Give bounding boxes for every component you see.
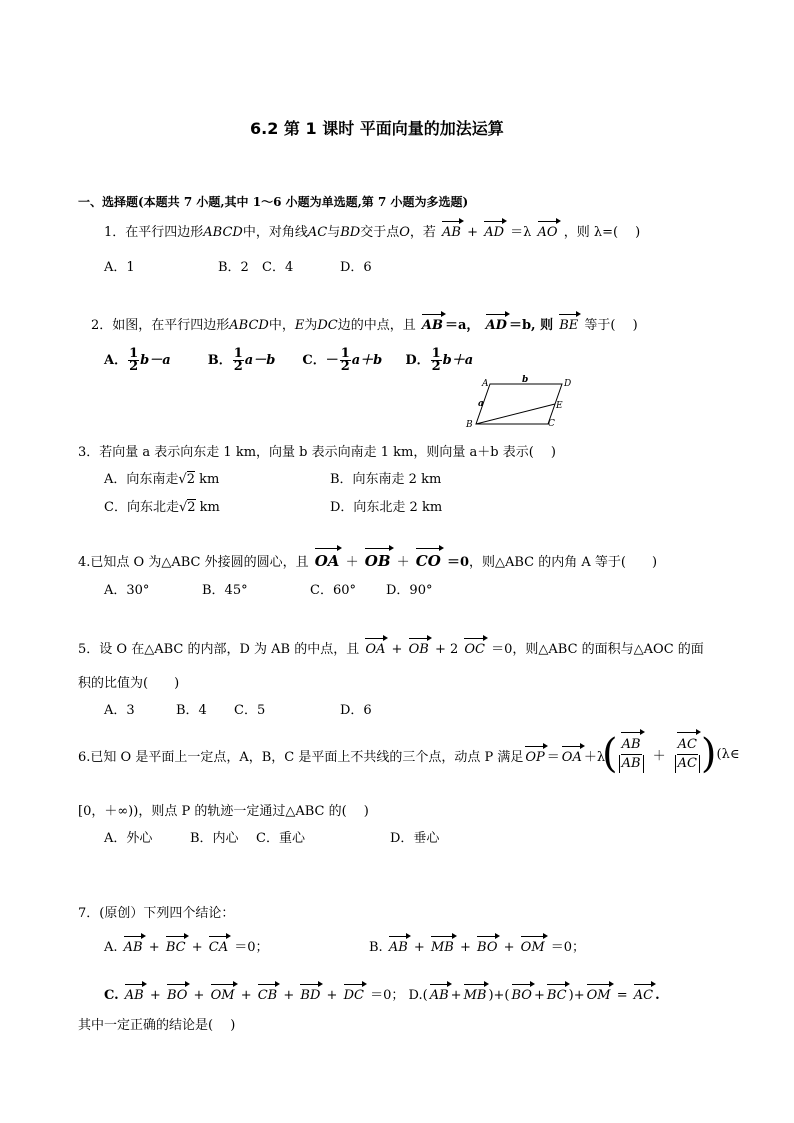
vector-bo: BO [477, 940, 498, 955]
q2-suffix: 等于( ) [584, 318, 638, 333]
plus-sign: + [493, 988, 505, 1003]
vector-bc: BC [165, 940, 186, 955]
question-4 [78, 551, 657, 570]
plus-sign: + [573, 988, 585, 1003]
vector-mb: MB [430, 940, 454, 955]
q1-text: ，若 [409, 225, 436, 240]
vector-ab: AB [421, 318, 443, 333]
sqrt-icon: √ [178, 472, 187, 487]
frac-den: 2 [431, 359, 441, 374]
question-6 [78, 746, 605, 765]
q4-option-c: C．60° [310, 583, 356, 598]
q7-a-label: A. [104, 940, 118, 955]
vector-ac: AC [677, 736, 698, 755]
question-7: 7．(原创）下列四个结论： [78, 906, 235, 921]
fig-label-b: B [466, 420, 473, 430]
q3-option-a [104, 468, 219, 487]
vector-be: BE [559, 318, 579, 333]
q2-options [104, 348, 473, 373]
q5-suffix: ＝0，则△ABC 的面积与△AOC 的面 [491, 642, 704, 657]
q2-eq-a: ＝a， [444, 318, 480, 333]
plus-sign: + [283, 988, 295, 1003]
open-paren: ( [504, 988, 510, 1003]
frac-den: 2 [340, 359, 350, 374]
q7-a-tail: ＝0； [234, 940, 269, 955]
q3-option-d: D．向东北走 2 km [330, 500, 443, 515]
q4-eq: ＝0 [446, 555, 469, 570]
q5-option-c: C．5 [234, 703, 266, 718]
fig-label-a: A [482, 379, 489, 389]
q6-line2: [0，＋∞))，则点 P 的轨迹一定通过△ABC 的( ) [78, 804, 369, 819]
q2-option-a-label: A． [104, 353, 128, 368]
vector-ob: OB [364, 552, 391, 570]
q5-option-b: B．4 [176, 703, 207, 718]
plus-sign: + [326, 988, 338, 1003]
plus-sign: + [450, 988, 462, 1003]
q2-text: 2．如图，在平行四边形 [91, 318, 230, 333]
q5-line2: 积的比值为( ) [78, 676, 180, 691]
vector-oa: OA [314, 552, 340, 570]
q1-option-b: B．2 [218, 260, 249, 275]
vector-ob: OB [408, 642, 429, 657]
frac-num: 1 [340, 346, 350, 361]
open-paren: ( [422, 988, 428, 1003]
page-title: 6.2 第 1 课时 平面向量的加法运算 [250, 119, 504, 138]
question-1 [104, 221, 640, 240]
q1-abcd: ABCD [203, 225, 243, 240]
fig-label-vec-b: b [522, 375, 529, 385]
vector-mb: MB [463, 988, 487, 1003]
vector-oc: OC [464, 642, 485, 657]
q1-suffix: ，则 λ=( ) [563, 225, 641, 240]
q4-text: 4.已知点 O 为△ABC 外接圆的圆心，且 [78, 555, 309, 570]
vector-dc: DC [343, 988, 364, 1003]
vector-ad: AD [484, 225, 504, 240]
plus-sign: + [148, 940, 160, 955]
equals-lambda: ＝λ [510, 225, 532, 240]
q2-option-c-label: C．－ [302, 353, 339, 368]
vector-om: OM [586, 988, 611, 1003]
sqrt-radicand: 2 [186, 472, 195, 487]
plus-sign: ＋ [396, 555, 410, 570]
question-2 [91, 314, 638, 333]
q3-option-a-unit: km [199, 472, 220, 487]
q6-option-d: D．垂心 [390, 831, 440, 846]
plus-sign: + [503, 940, 515, 955]
q7-option-c-d [104, 984, 660, 1003]
magnitude-ac: AC [675, 755, 700, 773]
frac-den: 2 [233, 359, 243, 374]
vector-ab: AB [124, 988, 144, 1003]
left-paren-icon: ( [602, 731, 618, 777]
q6-tail: (λ∈ [716, 746, 740, 762]
q6-option-c: C．重心 [256, 831, 305, 846]
plus-sign: + [391, 642, 403, 657]
unit-vector-ab [619, 736, 644, 773]
q3-option-b: B．向东南走 2 km [330, 472, 442, 487]
vector-ab: AB [442, 225, 461, 240]
unit-vector-ac [675, 736, 700, 773]
q2-abcd: ABCD [229, 318, 269, 333]
vector-ab: AB [621, 736, 642, 755]
question-3: 3．若向量 a 表示向东走 1 km，向量 b 表示向南走 1 km，则向量 a＋b 表示( ) [78, 445, 556, 460]
plus-sign: + [149, 988, 161, 1003]
plus-sign: + [191, 940, 203, 955]
vector-bo: BO [166, 988, 188, 1003]
vector-ac: AC [633, 988, 654, 1003]
frac-den: 2 [129, 359, 139, 374]
q2-eq-b: ＝b, 则 [508, 318, 554, 333]
q7-last-line: 其中一定正确的结论是( ) [78, 1018, 236, 1033]
vector-oa: OA [561, 750, 582, 765]
plus-sign: + [193, 988, 205, 1003]
q6-text: 6.已知 O 是平面上一定点，A，B，C 是平面上不共线的三个点，动点 P 满足 [78, 750, 524, 765]
q7-option-b [369, 936, 585, 955]
q3-option-c-text: C．向东北走 [104, 500, 179, 515]
plus-sign: + [467, 225, 479, 240]
q1-bd: BD [340, 225, 361, 240]
q7-b-label: B. [369, 940, 383, 955]
section-heading: 一、选择题(本题共 7 小题,其中 1～6 小题为单选题,第 7 小题为多选题) [78, 195, 469, 209]
vector-bo: BO [511, 988, 532, 1003]
plus-sign: ＋ [652, 748, 666, 764]
plus-sign: ＋ [345, 555, 359, 570]
frac-num: 1 [233, 346, 243, 361]
fraction-one-half [128, 348, 139, 373]
vector-ab: AB [388, 940, 408, 955]
q4-option-b: B．45° [202, 583, 248, 598]
q2-option-d-expr: b＋a [442, 353, 474, 368]
sqrt-icon: √ [178, 500, 188, 515]
q4-suffix: ，则△ABC 的内角 A 等于( ) [469, 555, 658, 570]
q2-option-a-expr: b－a [140, 353, 171, 368]
q2-option-d-label: D． [405, 353, 430, 368]
q1-option-c: C．4 [262, 260, 294, 275]
q5-option-a: A．3 [104, 703, 135, 718]
plus-two: + 2 [434, 642, 459, 657]
q5-text: 5．设 O 在△ABC 的内部，D 为 AB 的中点，且 [78, 642, 360, 657]
q6-option-a: A．外心 [104, 831, 153, 846]
fraction-one-half [233, 348, 244, 373]
q3-option-c [104, 496, 220, 515]
q2-option-b-label: B． [207, 353, 232, 368]
q7-c-tail: ＝0； [370, 988, 405, 1003]
vector-bc: BC [546, 988, 567, 1003]
vector-ad: AD [485, 318, 507, 333]
vector-bd: BD [300, 988, 321, 1003]
vector-op: OP [525, 750, 545, 765]
q1-option-a: A．1 [104, 260, 135, 275]
q2-text: 边的中点，且 [337, 318, 416, 333]
q2-dc: DC [317, 318, 338, 333]
close-paren: ) [488, 988, 494, 1003]
sqrt-radicand: 2 [187, 500, 196, 515]
vector-ca: CA [208, 940, 229, 955]
plus-sign: + [459, 940, 471, 955]
q1-ac: AC [307, 225, 328, 240]
vector-cb: CB [257, 988, 278, 1003]
q5-option-d: D．6 [340, 703, 372, 718]
question-5 [78, 638, 704, 657]
q1-text: 1．在平行四边形 [104, 225, 204, 240]
plus-lambda: ＋λ [583, 750, 606, 765]
fig-label-c: C [548, 419, 555, 429]
q2-text: 为 [304, 318, 318, 333]
fig-label-e: E [556, 401, 563, 411]
q7-d-tail: . [655, 988, 660, 1003]
q1-text: 与 [327, 225, 341, 240]
right-paren-icon: ) [700, 731, 717, 777]
q6-bracket-expr [602, 722, 739, 786]
fig-label-vec-a: a [478, 399, 484, 409]
q2-text: 中， [268, 318, 295, 333]
vector-ab: AB [429, 988, 449, 1003]
q7-b-tail: ＝0； [550, 940, 586, 955]
equals-sign: ＝ [546, 750, 560, 765]
vector-ab: AB [123, 940, 143, 955]
q3-option-a-text: A．向东南走 [104, 472, 179, 487]
q1-text: 中，对角线 [242, 225, 308, 240]
vector-om: OM [520, 940, 545, 955]
q2-option-b-expr: a－b [244, 353, 276, 368]
q4-option-a: A．30° [104, 583, 150, 598]
q7-d-label: D. [408, 988, 423, 1003]
q4-option-d: D．90° [386, 583, 433, 598]
magnitude-ab: AB [619, 755, 644, 773]
vector-oa: OA [365, 642, 386, 657]
close-paren: ) [568, 988, 574, 1003]
equals-sign: = [616, 988, 628, 1003]
frac-num: 1 [129, 346, 139, 361]
vector-ao: AO [537, 225, 558, 240]
q7-option-a [104, 936, 269, 955]
plus-sign: + [240, 988, 252, 1003]
plus-sign: + [413, 940, 425, 955]
frac-num: 1 [431, 346, 441, 361]
q1-o: O [399, 225, 410, 240]
fig-label-d: D [564, 379, 572, 389]
q2-e: E [294, 318, 305, 333]
q1-text: 交于点 [360, 225, 400, 240]
plus-sign: + [533, 988, 545, 1003]
q7-c-label: C. [104, 988, 119, 1003]
q6-option-b: B．内心 [190, 831, 239, 846]
parallelogram-figure [462, 374, 578, 430]
q1-option-d: D．6 [340, 260, 372, 275]
vector-co: CO [415, 552, 441, 570]
fraction-one-half [431, 348, 442, 373]
vector-om: OM [210, 988, 235, 1003]
fraction-one-half [340, 348, 351, 373]
q3-option-c-unit: km [199, 500, 220, 515]
q2-option-c-expr: a＋b [351, 353, 383, 368]
